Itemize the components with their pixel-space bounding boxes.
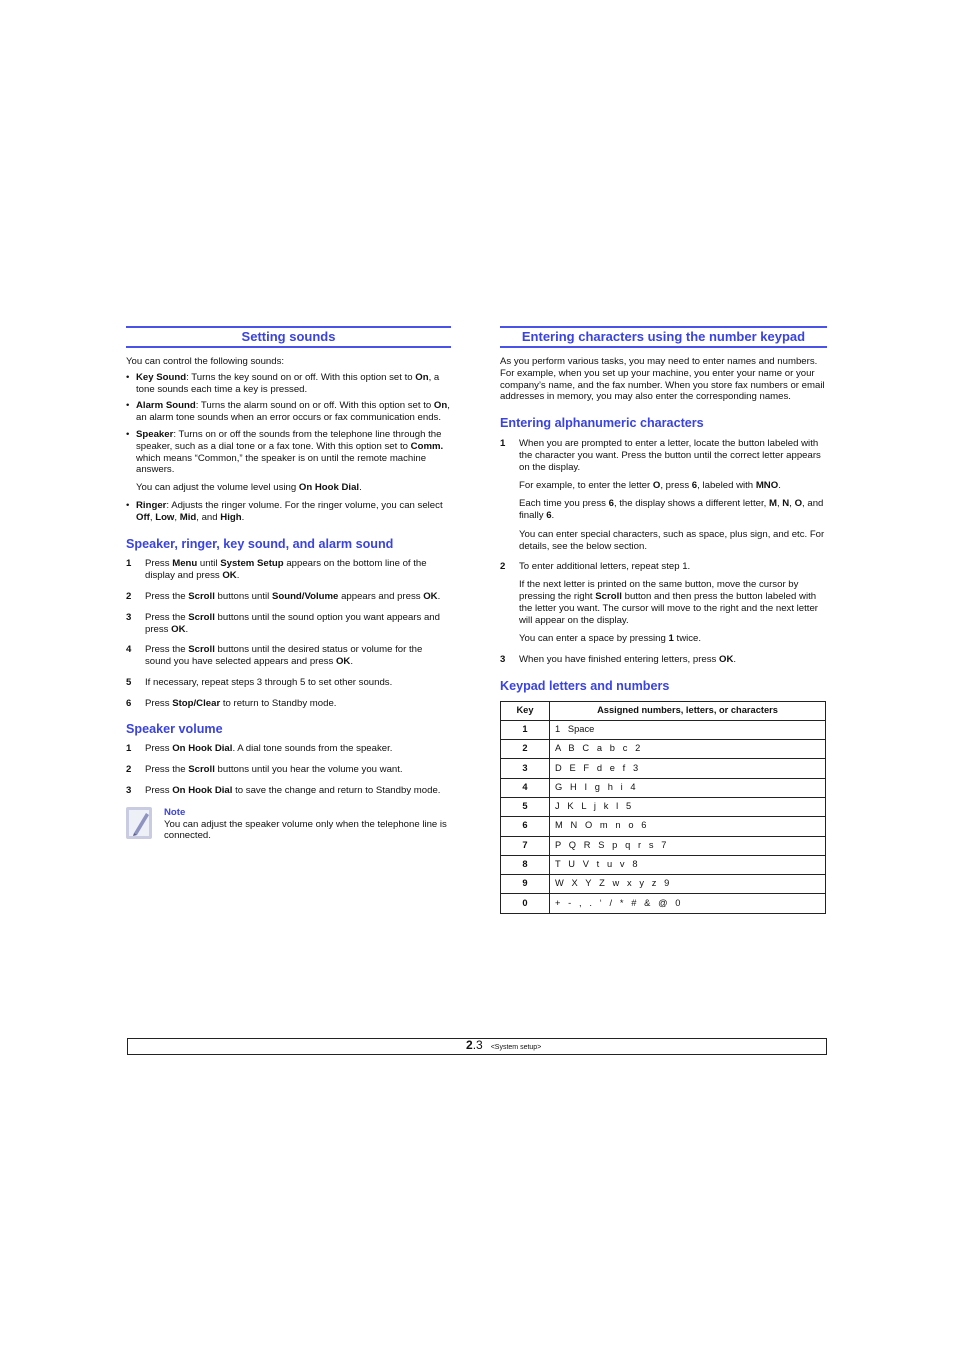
table-row xyxy=(501,817,826,836)
step-number: 1 xyxy=(126,743,132,755)
subheading-keypad: Keypad letters and numbers xyxy=(500,678,670,693)
step-number: 1 xyxy=(126,558,132,570)
step-text: When you are prompted to enter a letter, locate the button labeled with the character you want. Press the button until the correct letter appears on the display. xyxy=(519,437,821,473)
speaker-volume-steps xyxy=(126,743,451,796)
assigned-cell: W X Y Z w x y z 9 xyxy=(550,875,826,894)
step-number: 3 xyxy=(126,611,132,623)
step-text: Press the Scroll buttons until you hear the volume you want. xyxy=(145,764,403,776)
right-column xyxy=(500,326,827,914)
step-item xyxy=(126,785,451,797)
space-text: You can enter a space by pressing 1 twice. xyxy=(519,633,702,645)
special-chars-text: You can enter special characters, such as space, plus sign, and etc. For details, see the below section. xyxy=(519,528,825,552)
header-key: Key xyxy=(501,701,550,720)
each-time-text: Each time you press 6, the display shows a different letter, M, N, O, and finally 6. xyxy=(519,498,824,521)
left-column xyxy=(126,326,451,842)
sound-option-bullet: • Key Sound: Turns the key sound on or off. With this option set to On, a tone sounds each time a key is pressed. xyxy=(126,372,451,396)
step-text: Press the Scroll buttons until Sound/Volume appears and press OK. xyxy=(145,590,441,602)
step-number: 4 xyxy=(126,644,132,656)
step-item xyxy=(126,558,451,582)
step-number: 2 xyxy=(126,764,132,776)
step-text: Press the Scroll buttons until the sound option you want appears and press OK. xyxy=(145,611,440,635)
sound-option-bullet: • Alarm Sound: Turns the alarm sound on or off. With this option set to On, an alarm tone sounds when an error occurs or fax communication ends. xyxy=(126,400,451,424)
step-item xyxy=(126,612,451,636)
assigned-cell: D E F d e f 3 xyxy=(550,759,826,778)
assigned-cell: P Q R S p q r s 7 xyxy=(550,836,826,855)
assigned-cell: 1 Space xyxy=(550,720,826,739)
table-row xyxy=(501,759,826,778)
step-text: Press Menu until System Setup appears on the bottom line of the display and press OK. xyxy=(145,558,427,582)
table-row xyxy=(501,855,826,874)
assigned-cell: + - , . ‘ / * # & @ 0 xyxy=(550,894,826,913)
assigned-cell: J K L j k l 5 xyxy=(550,797,826,816)
assigned-cell: A B C a b c 2 xyxy=(550,740,826,759)
step-text: If necessary, repeat steps 3 through 5 to set other sounds. xyxy=(145,676,393,688)
key-cell: 9 xyxy=(501,875,550,894)
table-row xyxy=(501,797,826,816)
table-row xyxy=(501,894,826,913)
step-number: 1 xyxy=(500,437,506,449)
note-box xyxy=(126,807,451,842)
page-number-page: .3 xyxy=(472,1038,483,1052)
section-title-entering-characters: Entering characters using the number keypad xyxy=(500,326,827,348)
sound-option-bullet: • Speaker: Turns on or off the sounds from the telephone line through the speaker, such as a dial tone or a fax tone. With this option set to Comm. which means “Common,” the speaker is on until the remote machine answers. xyxy=(126,429,451,476)
note-title: Note xyxy=(164,806,186,818)
key-cell: 6 xyxy=(501,817,550,836)
step-item xyxy=(126,591,451,603)
step-text: Press On Hook Dial. A dial tone sounds from the speaker. xyxy=(145,743,393,755)
footer-section-label: <System setup> xyxy=(490,1044,542,1051)
key-cell: 7 xyxy=(501,836,550,855)
page-number-chapter: 2 xyxy=(466,1038,473,1052)
sound-steps-list xyxy=(126,558,451,709)
section-title-setting-sounds: Setting sounds xyxy=(126,326,451,348)
header-assigned: Assigned numbers, letters, or characters xyxy=(550,701,826,720)
intro-paragraph: As you perform various tasks, you may need to enter names and numbers. For example, when you set up your machine, you enter your name or your company’s name, and the fax number. When you store fax numbers or email addresses in memory, you may also enter the corresponding names. xyxy=(500,356,825,403)
alpha-step-1 xyxy=(500,438,827,473)
step-text: Press On Hook Dial to save the change and return to Standby mode. xyxy=(145,784,441,796)
alpha-step-3 xyxy=(500,654,827,666)
table-row xyxy=(501,836,826,855)
subheading-alphanumeric: Entering alphanumeric characters xyxy=(500,416,704,431)
example-text: For example, to enter the letter O, press 6, labeled with MNO. xyxy=(519,480,781,492)
keypad-table xyxy=(500,701,826,914)
step-item xyxy=(126,698,451,710)
assigned-cell: T U V t u v 8 xyxy=(550,855,826,874)
step-text: When you have finished entering letters, press OK. xyxy=(519,654,737,666)
step-item xyxy=(126,764,451,776)
assigned-cell: M N O m n o 6 xyxy=(550,817,826,836)
subheading-speaker-volume: Speaker volume xyxy=(126,721,223,736)
table-row xyxy=(501,740,826,759)
key-cell: 1 xyxy=(501,720,550,739)
step-number: 6 xyxy=(126,697,132,709)
page-footer xyxy=(127,1038,827,1055)
speaker-volume-hint: You can adjust the volume level using On Hook Dial. xyxy=(136,482,362,494)
step-text: Press Stop/Clear to return to Standby mode. xyxy=(145,697,337,709)
subheading-speaker-ringer: Speaker, ringer, key sound, and alarm sound xyxy=(126,536,394,551)
table-row xyxy=(501,875,826,894)
ringer-bullet: • Ringer: Adjusts the ringer volume. For the ringer volume, you can select Off, Low, Mid, and High. xyxy=(126,500,451,524)
key-cell: 5 xyxy=(501,797,550,816)
step-item xyxy=(126,743,451,755)
step-number: 3 xyxy=(126,784,132,796)
note-text: You can adjust the speaker volume only when the telephone line is connected. xyxy=(164,818,447,842)
key-cell: 3 xyxy=(501,759,550,778)
table-row xyxy=(501,778,826,797)
step-text: To enter additional letters, repeat step 1. xyxy=(519,561,691,573)
step-number: 2 xyxy=(126,590,132,602)
step-item xyxy=(126,644,451,668)
step-number: 3 xyxy=(500,654,506,666)
key-cell: 4 xyxy=(501,778,550,797)
assigned-cell: G H I g h i 4 xyxy=(550,778,826,797)
key-cell: 8 xyxy=(501,855,550,874)
key-cell: 2 xyxy=(501,740,550,759)
table-row xyxy=(501,720,826,739)
step-item xyxy=(126,677,451,689)
intro-text: You can control the following sounds: xyxy=(126,356,285,367)
alpha-step-2 xyxy=(500,561,827,573)
step-text: Press the Scroll buttons until the desired status or volume for the sound you have selected appears and press OK. xyxy=(145,644,423,668)
note-pencil-icon xyxy=(126,807,152,843)
step-number: 5 xyxy=(126,676,132,688)
sound-options-list xyxy=(126,372,451,476)
step-number: 2 xyxy=(500,561,506,573)
table-header-row xyxy=(501,701,826,720)
key-cell: 0 xyxy=(501,894,550,913)
next-letter-text: If the next letter is printed on the same button, move the cursor by pressing the right Scroll button and then press the button labeled with the letter you want. The cursor will move to the right and the next letter will appear on the display. xyxy=(519,579,818,626)
